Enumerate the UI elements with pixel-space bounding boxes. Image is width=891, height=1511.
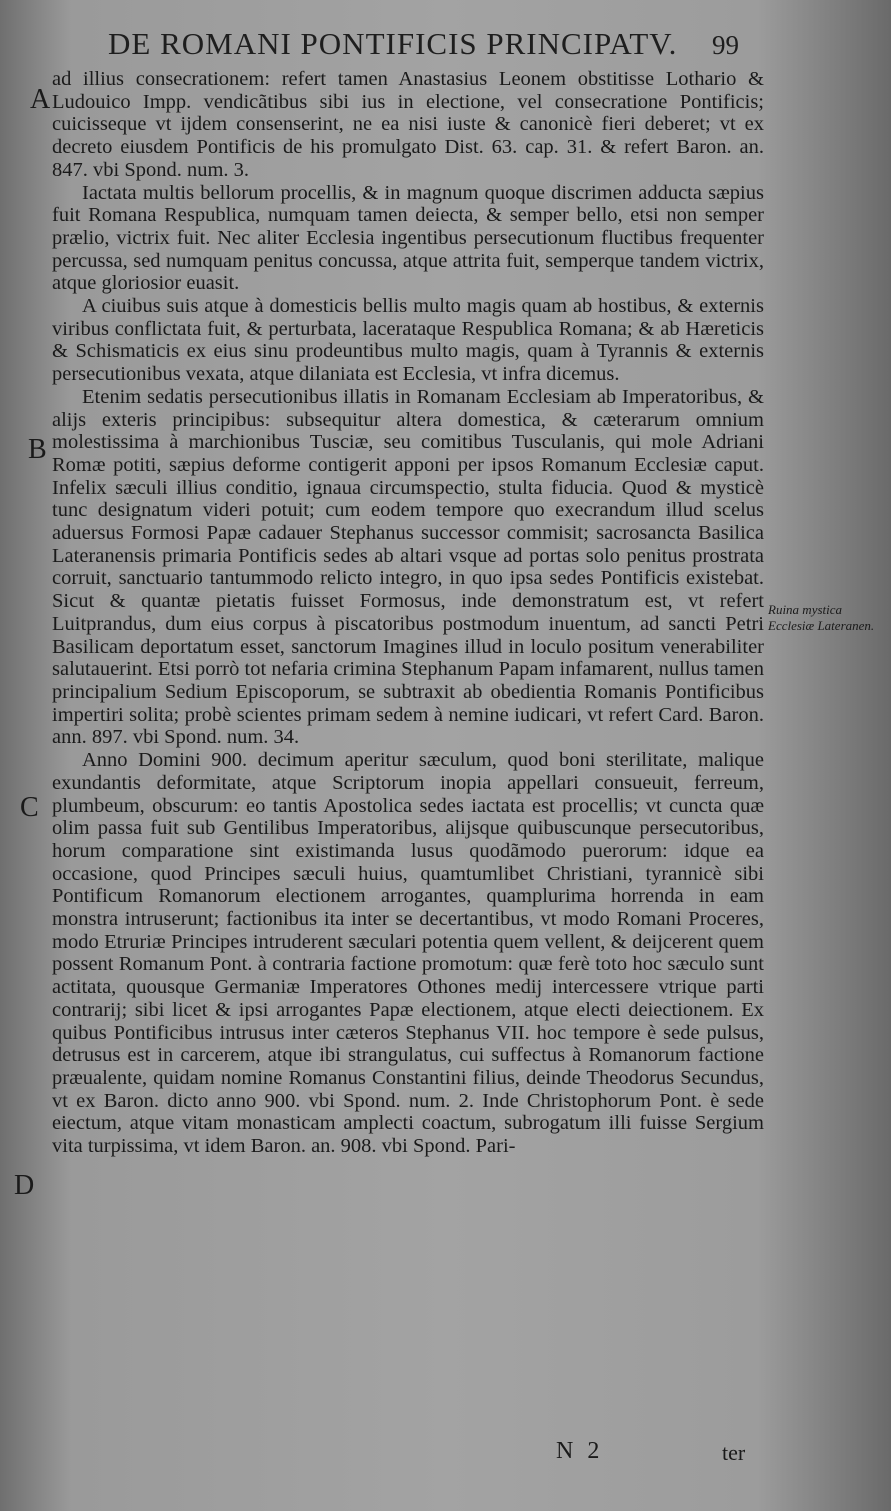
running-title: DE ROMANI PONTIFICIS PRINCIPATV. bbox=[108, 26, 678, 61]
section-marker-d: D bbox=[14, 1170, 35, 1201]
paragraph: Anno Domini 900. decimum aperitur sæculum, quod boni sterilitate, malique exundantis deformitate, atque Scriptorum inopia appellari consueuit, ferreum, plumbeum, obscurum: eo tantis Apostolica sedes iactata est procellis; vt cuncta quæ olim passa fuit sub Gentilibus Imperatoribus, alijsque quibuscunque persecutoribus, horum comparatione sint existimanda lusus quodãmodo puerorum: idque ea occasione, quod Principes sæculi huius, quamtumlibet Christiani, tyrannicè sibi Pontificum Romanorum electionem arrogantes, quamplurima horrenda in eam monstra intruserunt; factionibus ita inter se decertantibus, vt modo Romani Proceres, modo Etruriæ Principes intruderent sæculari potentia quem vellent, & deijcerent quem possent Romanum Pont. à contraria factione promotum: quæ ferè toto hoc sæculo sunt actitata, quousque Germaniæ Imperatores Othones medij intercessere vtrique parti contrarij; sibi licet & ipsi arrogantes Papæ electionem, atque electi deiectionem. Ex quibus Pontificibus intrusus inter cæteros Stephanus VII. hoc tempore è sede pulsus, detrusus est in carcerem, atque ibi strangulatus, cui suffectus à Romanorum factione præualente, quidam nomine Romanus Constantini filius, deinde Theodorus Secundus, vt ex Baron. dicto anno 900. vbi Spond. num. 2. Inde Christophorum Pont. è sede eiectum, atque vitam monasticam amplecti coactum, subrogatum illi fuisse Sergium vita turpissima, vt idem Baron. an. 908. vbi Spond. Pari- bbox=[52, 749, 764, 1158]
section-marker-c: C bbox=[20, 792, 39, 823]
paragraph: A ciuibus suis atque à domesticis bellis multo magis quam ab hostibus, & externis viribus conflictata fuit, & perturbata, lacerataque Respublica Romana; & ab Hæreticis & Schismaticis ex eius sinu prodeuntibus multo magis, quam à Tyrannis & externis persecutionibus vexata, atque dilaniata est Ecclesia, vt infra dicemus. bbox=[52, 295, 764, 386]
section-marker-b: B bbox=[28, 434, 47, 465]
body-text bbox=[52, 68, 764, 1158]
marginal-note: Ruina mystica Ecclesiæ Lateranen. bbox=[768, 602, 875, 633]
page-number: 99 bbox=[712, 30, 739, 60]
paragraph: Etenim sedatis persecutionibus illatis in Romanam Ecclesiam ab Imperatoribus, & alijs exteris principibus: subsequitur altera domestica, & cæterarum omnium molestissima à marchionibus Tusciæ, seu comitibus Tusculanis, qui mole Adriani Romæ potiti, sæpius deforme contigerit apponi per ipsos Romanum Ecclesiæ caput. Infelix sæculi illius conditio, ignaua circumspectio, stulta fiducia. Quod & mysticè tunc designatum videri potuit; cum eodem tempore quo execrandum illud scelus aduersus Formosi Papæ cadauer Stephanus successor commisit; sacrosancta Basilica Lateranensis primaria Pontificis sedes ab altari vsque ad portas solo penitus prostrata corruit, sanctuario tantummodo relicto integro, in quo ipsa sedes Pontificis existebat. Sicut & quantæ pietatis fuisset Formosus, inde demonstratum est, vt refert Luitprandus, dum eius corpus à piscatoribus postmodum inuentum, ad sancti Petri Basilicam deportatum esset, sanctorum Imagines illud in loculo positum venerabiliter salutauerint. Etsi porrò tot nefaria crimina Stephanum Papam infamarent, nullus tamen principalium Sedium Episcoporum, se subtraxit ab obedientia Romanis Pontificibus impertiri solita; probè scientes primam sedem à nemine iudicari, vt refert Card. Baron. ann. 897. vbi Spond. num. 34. bbox=[52, 385, 764, 749]
paragraph: ad illius consecrationem: refert tamen Anastasius Leonem obstitisse Lothario & Ludouico Impp. vendicãtibus sibi ius in electione, vel consecratione Pontificis; cuicisseque vt ijdem consenserint, ne ea nisi iuste & canonicè fieri deberet; vt ex decreto eiusdem Pontificis de his promulgato Dist. 63. cap. 31. & refert Baron. an. 847. vbi Spond. num. 3. bbox=[52, 68, 764, 181]
paragraph: Iactata multis bellorum procellis, & in magnum quoque discrimen adducta sæpius fuit Romana Respublica, numquam tamen deiecta, & semper bello, etsi non semper prælio, victrix fuit. Nec aliter Ecclesia ingentibus persecutionum fluctibus frequenter percussa, sed numquam penitus concussa, atque attrita fuit, semperque tandem victrix, atque gloriosior euasit. bbox=[52, 181, 764, 295]
signature-mark: N 2 bbox=[556, 1438, 604, 1464]
section-marker-a: A bbox=[30, 84, 51, 115]
catchword: ter bbox=[722, 1440, 746, 1465]
